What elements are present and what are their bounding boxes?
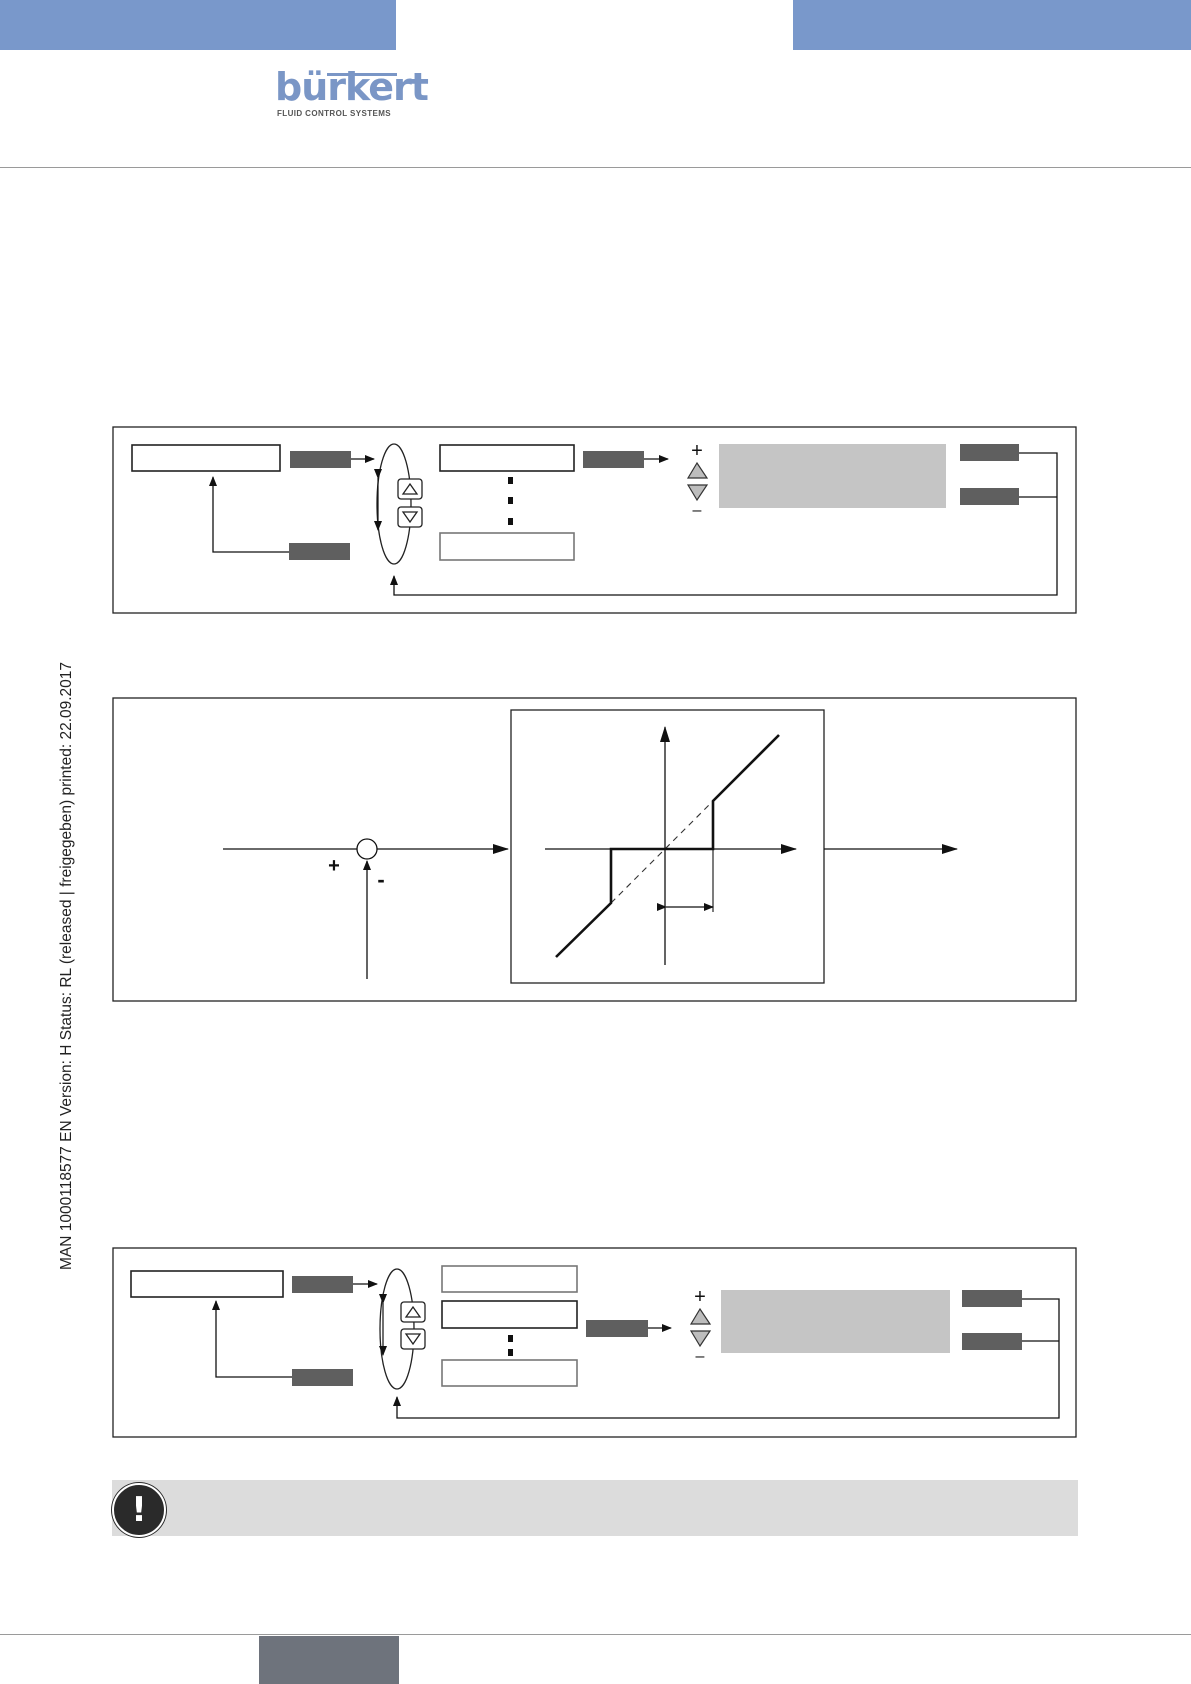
menu-diagram-2 [113,1248,1076,1437]
brand-tagline: FLUID CONTROL SYSTEMS [277,109,392,118]
key-label-box [290,451,351,468]
exclamation-icon: ! [112,1483,166,1537]
footer-divider [0,1634,1191,1635]
decrease-icon [691,1331,710,1346]
minus-label: – [692,502,702,519]
plus-label: + [694,1286,706,1308]
submenu-box [442,1301,577,1328]
key-label-box [960,444,1019,461]
key-label-box [583,451,644,468]
page-number-tab [259,1636,399,1684]
key-label-box [962,1290,1022,1307]
submenu-box [440,445,574,471]
arrow-up-key-icon [401,1302,425,1322]
decrease-icon [688,485,707,500]
document-status-note: MAN 1000118577 EN Version: H Status: RL (released | freigegeben) printed: 22.09.2017 [58,661,75,1270]
selection-loop [377,444,411,564]
minus-sign: - [377,867,385,892]
dead-band-diagram [113,698,1076,1001]
key-label-box [292,1276,353,1293]
key-label-box [960,488,1019,505]
notice-bar [112,1480,1078,1536]
menu-box [132,445,280,471]
value-display-box [719,444,946,508]
minus-label: – [695,1348,705,1365]
key-label-box [962,1333,1022,1350]
arrow-down-key-icon [398,507,422,527]
menu-diagram-1 [113,427,1076,613]
value-display-box [721,1290,950,1353]
key-label-box [586,1320,648,1337]
plus-sign: + [328,855,340,877]
key-label-box [289,543,350,560]
summing-junction [357,839,377,859]
arrow-up-key-icon [398,479,422,499]
key-label-box [292,1369,353,1386]
increase-icon [688,463,707,478]
increase-icon [691,1309,710,1324]
submenu-box-last [442,1360,577,1386]
arrow-down-key-icon [401,1329,425,1349]
submenu-box-first [442,1266,577,1292]
brand-logo: bürkert [275,65,428,109]
plus-label: + [691,440,703,462]
submenu-box-last [440,533,574,560]
menu-box [131,1271,283,1297]
